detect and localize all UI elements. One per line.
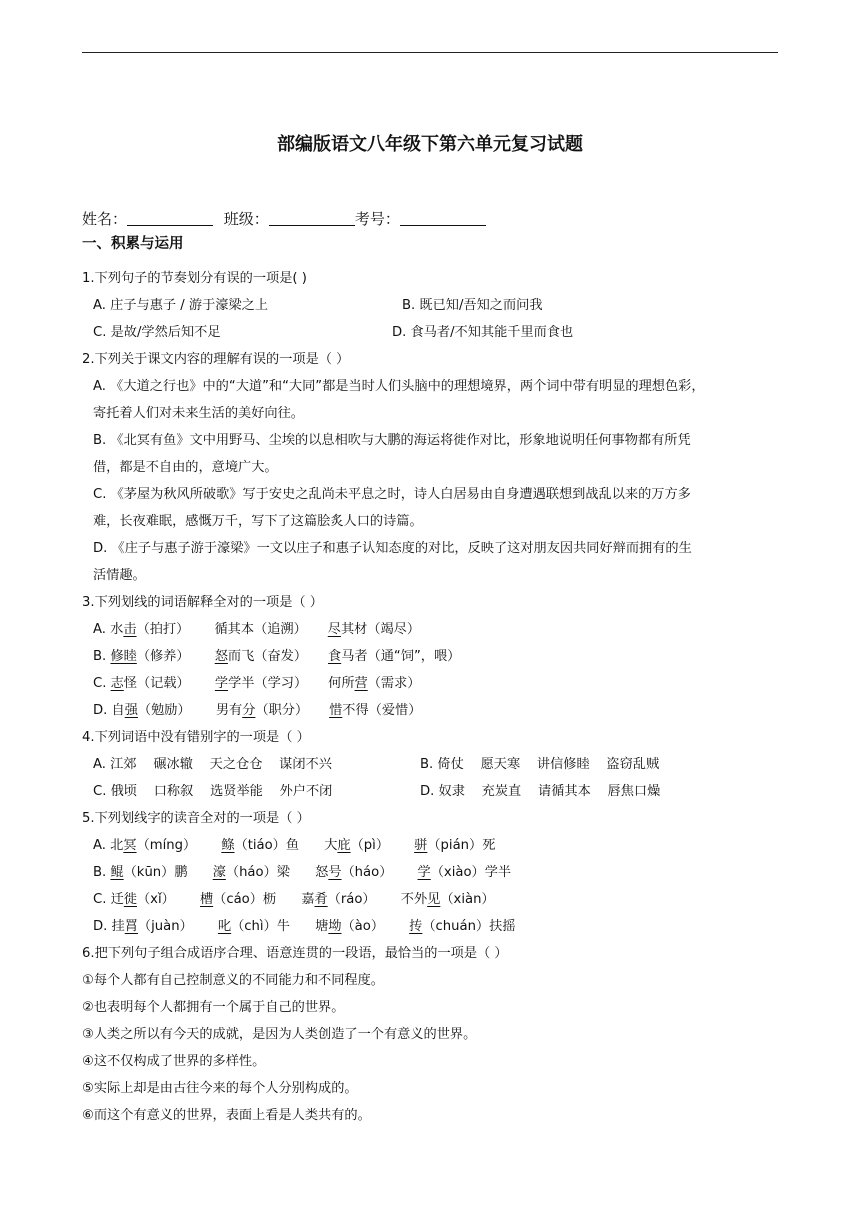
- q3b-prefix: B.: [93, 649, 111, 664]
- q5b-underlined-2: 濠: [212, 865, 226, 880]
- question-2-stem: 2.下列关于课文内容的理解有误的一项是（ ）: [82, 352, 350, 367]
- q2-option-d-line1[interactable]: D. 《庄子与惠子游于濠梁》一文以庄子和惠子认知态度的对比，反映了这对朋友因共同好辩而拥有的生: [93, 541, 692, 556]
- q2-option-b-line1[interactable]: B. 《北冥有鱼》文中用野马、尘埃的以息相吹与大鹏的海运将徙作对比，形象地说明任何事物都有所凭: [93, 433, 691, 448]
- q3d-underlined-1: 强: [124, 703, 138, 718]
- q5c-underlined-2: 槽: [199, 892, 214, 907]
- q5c-underlined-3: 肴: [314, 892, 328, 907]
- name-blank[interactable]: [127, 211, 213, 226]
- q3-option-a[interactable]: [93, 621, 420, 639]
- q2-option-b-line2: 借，都是不自由的，意境广大。: [93, 460, 278, 475]
- q5c-text-3: （ráo） 不外: [327, 892, 428, 907]
- q5c-text-2: （cáo）枥 嘉: [213, 892, 315, 907]
- q3a-underlined-2: 尽: [327, 622, 341, 637]
- q4-option-a[interactable]: A. 江郊 碾冰辙 天之仓仓 谋闭不兴: [93, 757, 332, 772]
- q3c-underlined-2: 学: [214, 676, 229, 691]
- q5a-text-2: （tiáo）鱼 大: [234, 838, 338, 853]
- q4-option-d[interactable]: D. 奴隶 充炭直 请循其本 唇焦口燥: [420, 784, 661, 799]
- q5d-text-2: （chì）牛 塘: [231, 919, 329, 934]
- question-3-stem: 3.下列划线的词语解释全对的一项是（ ）: [82, 595, 323, 610]
- q5c-text-4: （xiàn）: [440, 892, 495, 907]
- q5-option-d[interactable]: [93, 918, 516, 936]
- q3c-text-2: 学半（学习） 何所: [228, 676, 355, 691]
- question-1-stem: 1.下列句子的节奏划分有误的一项是( ): [82, 271, 307, 286]
- q2-option-a-line2: 寄托着人们对未来生活的美好向往。: [93, 406, 304, 421]
- q5c-text-1: （xǐ）: [136, 892, 200, 907]
- q3d-underlined-3: 惜: [329, 703, 343, 718]
- q5-option-c[interactable]: [93, 891, 495, 909]
- q5b-underlined-1: 鲲: [110, 865, 124, 880]
- id-blank[interactable]: [400, 211, 486, 226]
- q5a-text-1: （míng）: [136, 838, 222, 853]
- q5a-underlined-2: 鲦: [221, 838, 235, 853]
- q3d-text-2: （职分）: [255, 703, 330, 718]
- q3c-underlined-3: 营: [354, 676, 368, 691]
- q5-option-b[interactable]: [93, 864, 511, 882]
- q3-option-b[interactable]: [93, 648, 460, 666]
- q3d-text-1: （勉励） 男有: [137, 703, 243, 718]
- q5c-underlined-1: 徙: [123, 892, 137, 907]
- q5d-underlined-2: 叱: [217, 919, 232, 934]
- q5d-underlined-1: 罥: [124, 919, 138, 934]
- q5a-prefix: A. 北: [93, 838, 124, 853]
- q5b-prefix: B.: [93, 865, 111, 880]
- q3a-prefix: A. 水: [93, 622, 124, 637]
- q2-option-c-line1[interactable]: C. 《茅屋为秋风所破歌》写于安史之乱尚未平息之时，诗人白居易由自身遭遇联想到战乱以来的万方多: [93, 487, 691, 502]
- q3b-text-2: 而飞（奋发）: [227, 649, 328, 664]
- question-6-stem: 6.把下列句子组合成语序合理、语意连贯的一段语，最恰当的一项是（ ）: [82, 946, 508, 961]
- question-4-stem: 4.下列词语中没有错别字的一项是（ ）: [82, 730, 310, 745]
- q3a-underlined-1: 击: [123, 622, 137, 637]
- q6-sentence-3: ③人类之所以有今天的成就，是因为人类创造了一个有意义的世界。: [82, 1027, 477, 1042]
- q1-option-a[interactable]: A. 庄子与惠子 / 游于濠梁之上: [93, 298, 269, 313]
- q5b-text-4: （xiào）学半: [430, 865, 512, 880]
- q2-option-d-line2: 活情趣。: [93, 568, 146, 583]
- q3b-underlined-2: 怒: [214, 649, 228, 664]
- q2-option-c-line2: 难，长夜难眠，感慨万千，写下了这篇脍炙人口的诗篇。: [93, 514, 423, 529]
- page-title: 部编版语文八年级下第六单元复习试题: [277, 134, 583, 155]
- q5d-underlined-3: 坳: [328, 919, 342, 934]
- q5a-underlined-1: 冥: [123, 838, 137, 853]
- q3-option-d[interactable]: [93, 702, 421, 720]
- q3b-underlined-1: 修睦: [110, 649, 137, 664]
- q5d-prefix: D. 挂: [93, 919, 125, 934]
- q3-option-c[interactable]: [93, 675, 420, 693]
- q5a-underlined-3: 庇: [337, 838, 351, 853]
- q2-option-a-line1[interactable]: A. 《大道之行也》中的“大道”和“大同”都是当时人们头脑中的理想境界，两个词中带有明显的理想色彩，: [93, 379, 705, 394]
- q5c-underlined-4: 见: [427, 892, 441, 907]
- q3c-prefix: C.: [93, 676, 111, 691]
- q4-option-b[interactable]: B. 倚仗 愿天寒 讲信修睦 盗窃乱贼: [420, 757, 660, 772]
- q3b-underlined-3: 食: [328, 649, 342, 664]
- student-info-line: [82, 210, 486, 228]
- q3d-text-3: 不得（爱惜）: [342, 703, 422, 718]
- q3c-text-3: （需求）: [367, 676, 421, 691]
- q3d-underlined-2: 分: [242, 703, 256, 718]
- q4-option-c[interactable]: C. 俄顷 口称叙 选贤举能 外户不闭: [93, 784, 333, 799]
- q6-sentence-2: ②也表明每个人都拥有一个属于自己的世界。: [82, 1000, 345, 1015]
- class-blank[interactable]: [269, 211, 355, 226]
- q5a-text-4: （pián）死: [427, 838, 496, 853]
- section-heading: 一、积累与运用: [82, 236, 184, 252]
- q5d-text-1: （juàn）: [137, 919, 218, 934]
- q5a-text-3: （pì）: [350, 838, 415, 853]
- q5d-text-3: （ào）: [341, 919, 410, 934]
- q5a-underlined-4: 骈: [414, 838, 428, 853]
- q6-sentence-1: ①每个人都有自己控制意义的不同能力和不同程度。: [82, 973, 384, 988]
- q3a-text-2: 其材（竭尽）: [340, 622, 421, 637]
- q6-sentence-6: ⑥而这个有意义的世界，表面上看是人类共有的。: [82, 1108, 371, 1123]
- q3c-underlined-1: 志: [110, 676, 124, 691]
- q6-sentence-4: ④这不仅构成了世界的多样性。: [82, 1054, 266, 1069]
- q1-option-d[interactable]: D. 食马者/不知其能千里而食也: [392, 325, 574, 340]
- header-rule: [82, 52, 778, 53]
- q5b-underlined-3: 号: [328, 865, 342, 880]
- class-label: 班级：: [223, 210, 269, 228]
- q5d-underlined-4: 抟: [409, 919, 423, 934]
- q5b-underlined-4: 学: [417, 865, 431, 880]
- name-label: 姓名：: [82, 210, 128, 228]
- q1-option-c[interactable]: C. 是故/学然后知不足: [93, 325, 221, 340]
- q5b-text-1: （kūn）鹏: [123, 865, 213, 880]
- q5b-text-3: （háo）: [341, 865, 418, 880]
- q5d-text-4: （chuán）扶摇: [422, 919, 516, 934]
- q3b-text-1: （修养）: [136, 649, 215, 664]
- q6-sentence-5: ⑤实际上却是由古往今来的每个人分别构成的。: [82, 1081, 358, 1096]
- q3c-text-1: 怪（记载）: [123, 676, 215, 691]
- q3b-text-3: 马者（通“饲”，喂）: [341, 649, 461, 664]
- id-label: 考号：: [354, 210, 400, 228]
- q3d-prefix: D. 自: [93, 703, 125, 718]
- question-5-stem: 5.下列划线字的读音全对的一项是（ ）: [82, 811, 310, 826]
- q1-option-b[interactable]: B. 既已知/吾知之而问我: [402, 298, 543, 313]
- q3a-text-1: （拍打） 循其本（追溯）: [136, 622, 328, 637]
- q5b-text-2: （háo）梁 怒: [225, 865, 329, 880]
- q5c-prefix: C. 迁: [93, 892, 124, 907]
- q5-option-a[interactable]: [93, 837, 495, 855]
